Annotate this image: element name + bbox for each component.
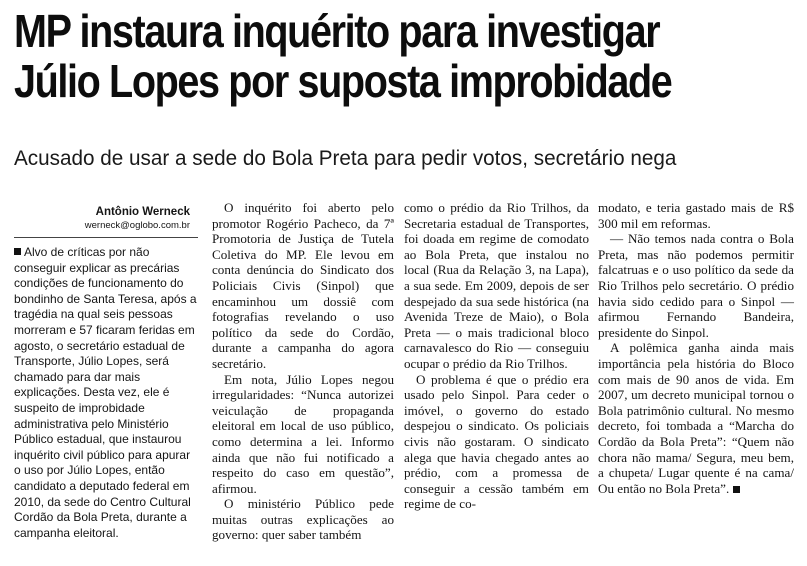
headline bbox=[14, 6, 693, 106]
paragraph-4: O ministério Público pede muitas outras explicações ao governo: quer saber também bbox=[212, 496, 394, 543]
paragraph-9-text: A polêmica ganha ainda mais importância pela história do Bloco com mais de 90 anos de vida. Em 2007, um decreto municipal tornou o Bola patrimônio cultural. No mesmo decreto, foi tombada a “Marcha do Cordão da Bola Preta”: “Quem não chora não mama/ Segura, meu bem, a chupeta/ Lugar quente é na cama/ Ou então no Bola Preta”. bbox=[598, 340, 794, 496]
column-3 bbox=[404, 200, 589, 512]
paragraph-1-text: Alvo de críticas por não conseguir explicar as precárias condições de funcionamento do bondinho de Santa Teresa, após a tragédia na qual seis pessoas morreram e 57 ficaram feridas em agosto, o secretário estadual de Transporte, Júlio Lopes, será chamado para dar mais explicações. Desta vez, ele é suspeito de improbidade administrativa pelo Ministério Público estadual, que instaurou inquérito civil público para apurar o uso por Júlio Lopes, então candidato a deputado federal em 2010, da sede do Centro Cultural Cordão da Bola Preta, durante a campanha eleitoral. bbox=[14, 245, 197, 540]
paragraph-7: modato, e teria gastado mais de R$ 300 mil em reformas. bbox=[598, 200, 794, 231]
byline bbox=[14, 205, 198, 238]
author-email: werneck@oglobo.com.br bbox=[84, 220, 190, 231]
author-name: Antônio Werneck bbox=[95, 206, 190, 218]
paragraph-6: O problema é que o prédio era usado pelo Sinpol. Para ceder o imóvel, o governo do estado despejou o sindicato. Os policiais civis não gostaram. O sindicato alega que havia chegado antes ao prédio, com a promessa de conseguir a cessão também em regime de co- bbox=[404, 371, 589, 512]
paragraph-3: Em nota, Júlio Lopes negou irregularidades: “Nunca autorizei veiculação de propaganda eleitoral em local de uso público, como determina a lei. Informo ainda que não fui notificado a respeito do caso em questão”, afirmou. bbox=[212, 371, 394, 496]
lead-paragraph bbox=[14, 245, 198, 541]
column-4 bbox=[598, 200, 794, 496]
end-of-article-icon bbox=[733, 486, 740, 493]
column-2 bbox=[212, 200, 394, 543]
bullet-icon bbox=[14, 248, 21, 255]
column-1 bbox=[14, 200, 198, 541]
paragraph-9 bbox=[598, 340, 794, 496]
subheadline: Acusado de usar a sede do Bola Preta para pedir votos, secretário nega bbox=[14, 147, 677, 170]
paragraph-5: como o prédio da Rio Trilhos, da Secretaria estadual de Transportes, foi doada em regime de comodato ao Bola Preta, que instalou no local (Rua da Relação 3, na Lapa), a sua sede. Em 2009, depois de ser despejado da sua sede histórica (na Avenida Treze de Maio), o Bola Preta — o mais tradicional bloco carnavalesco do Rio — conseguiu ocupar o prédio da Rio Trilhos. bbox=[404, 200, 589, 371]
headline-line-1: MP instaura inquérito para investigar bbox=[14, 5, 660, 57]
paragraph-8: — Não temos nada contra o Bola Preta, mas não podemos permitir falcatruas e o uso político da sede da Rio Trilhos pelo secretário. O prédio havia sido cedido para o Sinpol — afirmou Fernando Bandeira, presidente do Sinpol. bbox=[598, 231, 794, 340]
paragraph-2: O inquérito foi aberto pelo promotor Rogério Pacheco, da 7ª Promotoria de Justiça de Tutela Coletiva do MP. Ele levou em conta denúncia do Sindicato dos Policiais Civis (Sinpol) que encaminhou um dossiê com fotografias revelando o uso político da sede do Cordão, durante a campanha do agora secretário. bbox=[212, 200, 394, 371]
headline-line-2: Júlio Lopes por suposta improbidade bbox=[14, 55, 672, 107]
